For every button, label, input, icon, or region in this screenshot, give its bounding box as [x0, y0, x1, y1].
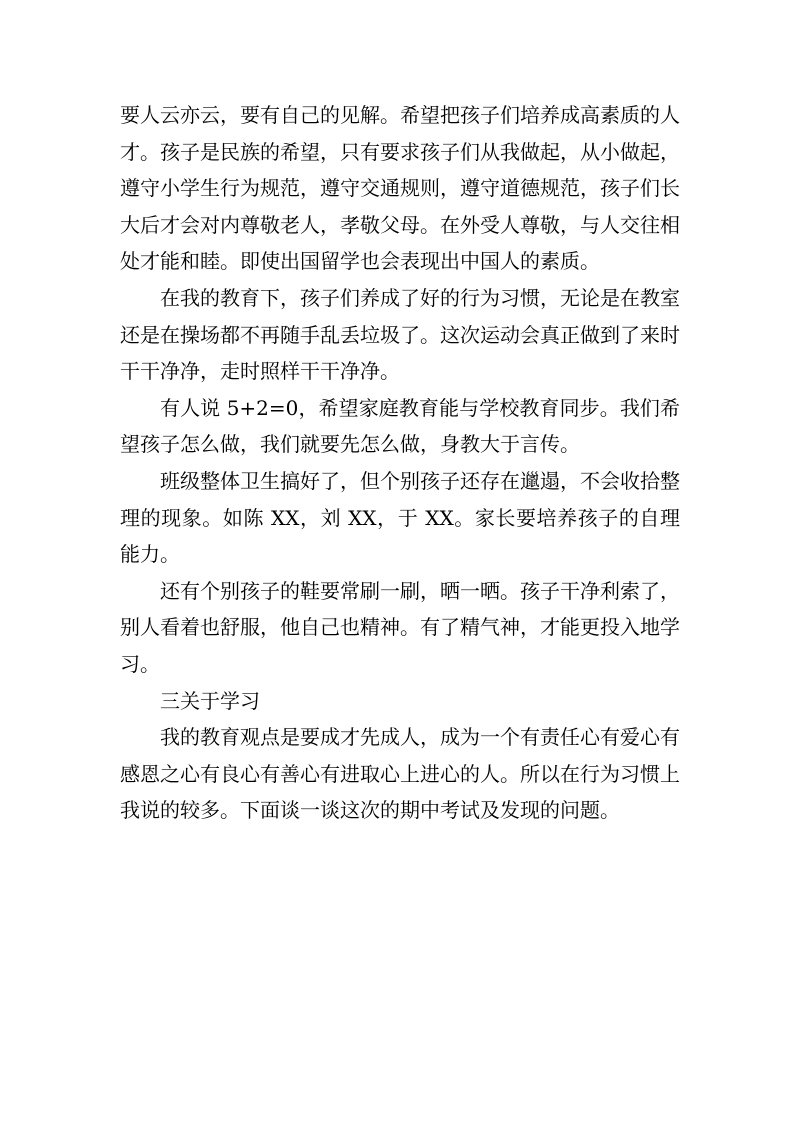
paragraph-education-view: 我的教育观点是要成才先成人，成为一个有责任心有爱心有感恩之心有良心有善心有进取心上进心的人。所以在行为习惯上我说的较多。下面谈一谈这次的期中考试及发现的问题。 — [120, 725, 680, 823]
paragraph-behavior-habits: 在我的教育下，孩子们养成了好的行为习惯，无论是在教室还是在操场都不再随手乱丢垃圾了。这次运动会真正做到了来时干干净净，走时照样干干净净。 — [120, 285, 680, 384]
paragraph-family-education: 有人说 5+2=0，希望家庭教育能与学校教育同步。我们希望孩子怎么做，我们就要先怎么做，身教大于言传。 — [120, 395, 680, 457]
paragraph-shoes-cleanliness: 还有个别孩子的鞋要常刷一刷，晒一晒。孩子干净利索了，别人看着也舒服，他自己也精神。有了精气神，才能更投入地学习。 — [120, 578, 680, 676]
paragraph-continuation: 要人云亦云，要有自己的见解。希望把孩子们培养成高素质的人才。孩子是民族的希望，只有要求孩子们从我做起，从小做起，遵守小学生行为规范，遵守交通规则，遵守道德规范，孩子们长大后才会对内尊敬老人，孝敬父母。在外受人尊敬，与人交往相处才能和睦。即使出国留学也会表现出中国人的素质。 — [120, 103, 680, 274]
document-body — [120, 97, 680, 829]
paragraph-class-hygiene: 班级整体卫生搞好了，但个别孩子还存在邋遢，不会收拾整理的现象。如陈 XX，刘 XX，于 XX。家长要培养孩子的自理能力。 — [120, 468, 680, 567]
section-heading-study: 三关于学习 — [160, 688, 260, 713]
